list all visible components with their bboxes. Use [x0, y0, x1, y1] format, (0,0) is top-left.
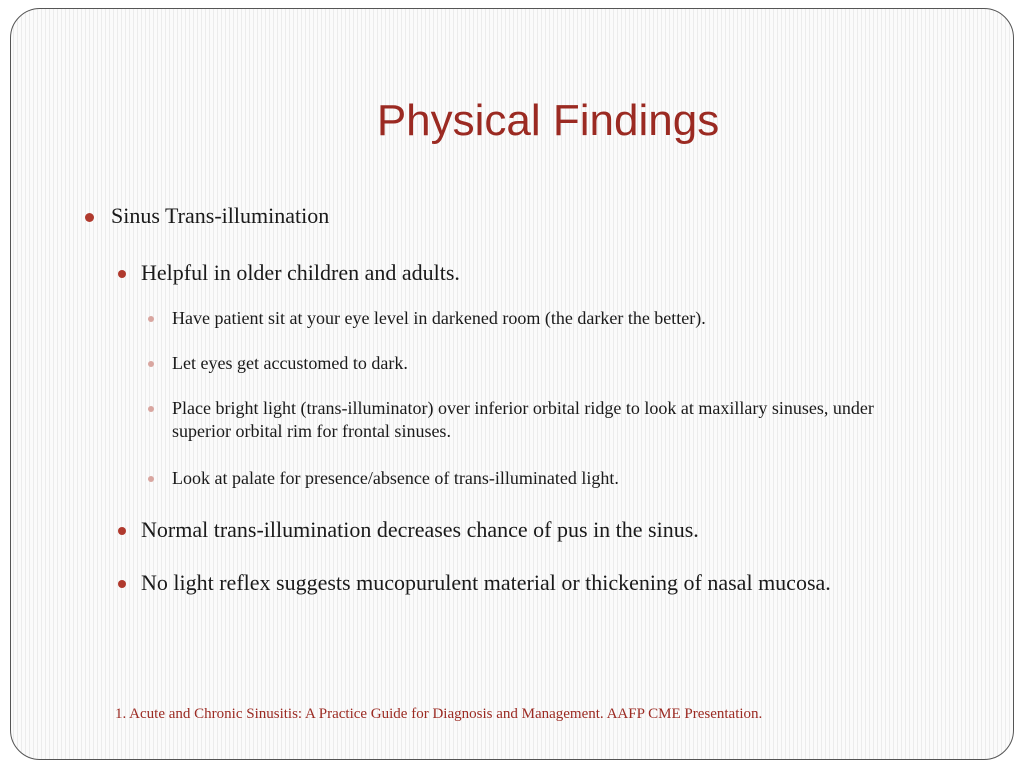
slide: [10, 8, 1014, 760]
bullet-patient-sit: [172, 307, 952, 330]
slide-title: Physical Findings: [376, 96, 720, 145]
bullet-dot: [148, 406, 154, 412]
bullet-normal-trans-illumination: [141, 516, 971, 544]
bullet-sinus-trans-illumination: [111, 202, 971, 230]
bullet-eyes-accustomed: [172, 352, 952, 375]
bullet-text: Helpful in older children and adults.: [141, 260, 460, 285]
bullet-dot: [148, 476, 154, 482]
bullet-text: Place bright light (trans-illuminator) over inferior orbital ridge to look at maxillary sinuses, under superior orbital rim for frontal sinuses.: [172, 398, 874, 441]
bullet-text: Have patient sit at your eye level in darkened room (the darker the better).: [172, 308, 706, 328]
slide-content: [11, 9, 1013, 759]
bullet-text: Look at palate for presence/absence of trans-illuminated light.: [172, 468, 619, 488]
bullet-text: No light reflex suggests mucopurulent material or thickening of nasal mucosa.: [141, 570, 831, 595]
bullet-bright-light: [172, 397, 912, 442]
bullet-text: Let eyes get accustomed to dark.: [172, 353, 408, 373]
bullet-dot: [148, 316, 154, 322]
footnote-citation: 1. Acute and Chronic Sinusitis: A Practice Guide for Diagnosis and Management. AAFP CME Presentation.: [115, 706, 763, 722]
bullet-helpful-older-children: [141, 259, 971, 287]
bullet-text: Sinus Trans-illumination: [111, 203, 330, 228]
bullet-dot: [85, 213, 94, 222]
bullet-dot: [118, 580, 126, 588]
bullet-dot: [148, 361, 154, 367]
bullet-no-light-reflex: [141, 569, 871, 597]
bullet-dot: [118, 527, 126, 535]
bullet-text: Normal trans-illumination decreases chance of pus in the sinus.: [141, 517, 699, 542]
bullet-look-at-palate: [172, 467, 952, 490]
bullet-dot: [118, 270, 126, 278]
